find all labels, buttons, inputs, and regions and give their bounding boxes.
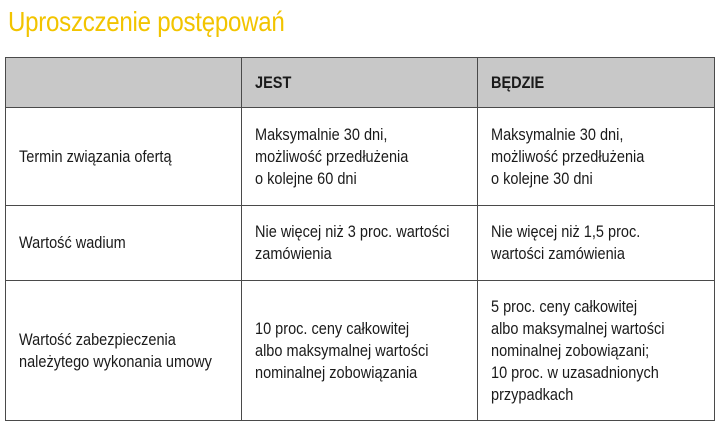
header-bedzie: BĘDZIE bbox=[478, 58, 715, 108]
table-row bbox=[6, 206, 715, 281]
header-jest: JEST bbox=[242, 58, 478, 108]
table-row bbox=[6, 108, 715, 206]
cell-jest: 10 proc. ceny całkowitej albo maksymalnej wartości nominalnej zobowiązania bbox=[242, 281, 478, 421]
cell-bedzie: Maksymalnie 30 dni, możliwość przedłużenia o kolejne 30 dni bbox=[478, 108, 715, 206]
table-header-row bbox=[6, 58, 715, 108]
row-label: Wartość zabezpieczenia należytego wykonania umowy bbox=[6, 281, 242, 421]
header-empty-cell bbox=[6, 58, 242, 108]
row-label: Termin związania ofertą bbox=[6, 108, 242, 206]
page-title: Uproszczenie postępowań bbox=[8, 6, 285, 37]
cell-jest: Maksymalnie 30 dni, możliwość przedłużenia o kolejne 60 dni bbox=[242, 108, 478, 206]
cell-jest: Nie więcej niż 3 proc. wartości zamówienia bbox=[242, 206, 478, 281]
cell-bedzie: 5 proc. ceny całkowitej albo maksymalnej wartości nominalnej zobowiązani; 10 proc. w uzasadnionych przypadkach bbox=[478, 281, 715, 421]
cell-bedzie: Nie więcej niż 1,5 proc. wartości zamówienia bbox=[478, 206, 715, 281]
row-label: Wartość wadium bbox=[6, 206, 242, 281]
comparison-table bbox=[5, 57, 715, 421]
table-row bbox=[6, 281, 715, 421]
